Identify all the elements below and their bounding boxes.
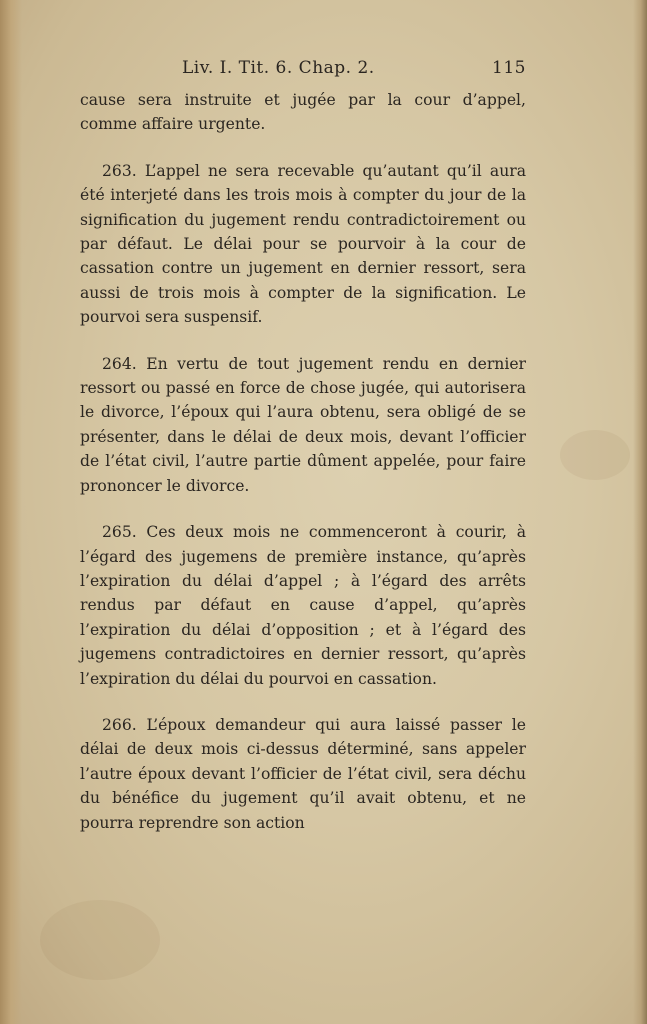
running-head: [80, 58, 526, 84]
paper-stain: [40, 900, 160, 980]
article-266: 266. L’époux demandeur qui aura laissé passer le délai de deux mois ci-dessus déterminé, sans appeler l’autre époux devant l’officier de l’état civil, sera déchu du bénéfice du jugement qu’il avait obtenu, et ne pourra reprendre son action: [80, 715, 526, 832]
page-right-edge-shadow: [633, 0, 647, 1024]
paragraph-continued: cause sera instruite et jugée par la cour d’appel, comme affaire urgente.: [80, 91, 526, 134]
article-265: 265. Ces deux mois ne commenceront à courir, à l’égard des jugemens de première instance, qu’après l’expiration du délai d’appel ; à l’égard des arrêts rendus par défaut en cause d’appel, qu’après l’expiration du délai d’opposition ; et à l’égard des jugemens contradictoires en dernier ressort, qu’après l’expiration du délai du pourvoi en cassation.: [80, 523, 526, 688]
article-264: 264. En vertu de tout jugement rendu en dernier ressort ou passé en force de chose jugée, qui autorisera le divorce, l’époux qui l’aura obtenu, sera obligé de se présenter, dans le délai de deux mois, devant l’officier de l’état civil, l’autre partie dûment appelée, pour faire prononcer le divorce.: [80, 354, 526, 495]
page-left-edge-shadow: [0, 0, 22, 1024]
page-number: 115: [492, 58, 526, 78]
running-head-title: Liv. I. Tit. 6. Chap. 2.: [182, 58, 375, 78]
article-263: 263. L’appel ne sera recevable qu’autant qu’il aura été interjeté dans les trois mois à compter du jour de la signification du jugement rendu contradictoirement ou par défaut. Le délai pour se pourvoir à la cour de cassation contre un jugement en dernier ressort, sera aussi de trois mois à compter de la signification. Le pourvoi sera suspensif.: [80, 161, 526, 327]
paper-stain: [560, 430, 630, 480]
body-text: [80, 88, 526, 835]
